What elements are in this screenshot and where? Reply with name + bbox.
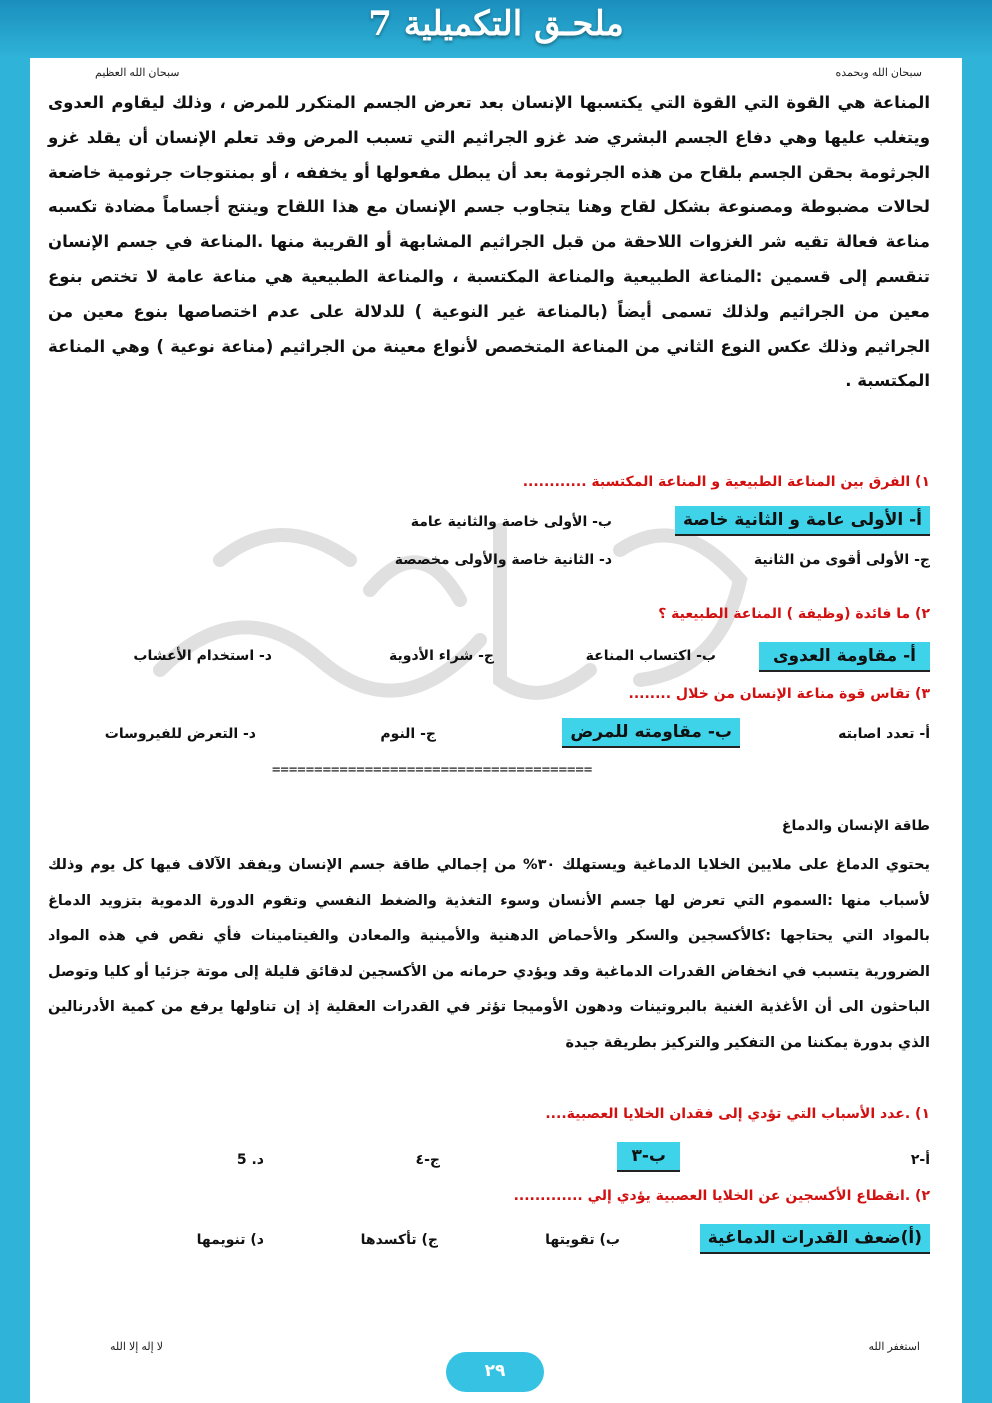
passage-brain: يحتوي الدماغ على ملايين الخلايا الدماغية ويستهلك ٣٠% من إجمالي طاقة جسم الإنسان ويفقد الآلاف فيها كل يوم وذلك لأسباب منها :السموم التي تعرض لها جسم الأنسان وسوء التغذية والضغط النفسي وتقوم الدورة الدموية بتزويد الدماغ بالمواد التي يحتاجها :كالأكسجين والسكر والأحماض الدهنية والأمينية والمعادن والفيتامينات فأي نقص في هذه المواد الضرورية يتسبب في انخفاض القدرات الدماغية وقد ويؤدي حرمانه من الأكسجين لدقائق قليلة إلى موتة جزئيا أو كليا وتوصل الباحثون الى أن الأغذية الغنية بالبروتينات ودهون الأوميجا تؤثر في القدرات العقلية إذ إن تناولها يرفع من كمية الأدرنالين الذي بدورة يمكننا من التفكير والتركيز بطريقة جيدة — [48, 857, 930, 1051]
bq2-option-b[interactable]: ب) تقويتها — [545, 1232, 620, 1248]
q2-option-a[interactable] — [759, 646, 930, 666]
passage-immunity: المناعة هي القوة التي القوة التي يكتسبها الإنسان بعد تعرض الجسم المتكرر للمرض ، وذلك ليقاوم العدوى ويتغلب عليها وهي دفاع الجسم البشري ضد غزو الجراثيم التي تسبب المرض وقد تعلم الإنسان أن يقلد غزو الجرثومة بحقن الجسم بلقاح من هذه الجرثومة بعد أن يبطل مفعولها أو يخففه ، أو بمنتوجات جرثومية خاضعة لحالات مضبوطة ومصنوعة بشكل لقاح وهنا يتجاوب جسم الإنسان مع هذا اللقاح وينتج أجساماً مضادة تكسبه مناعة فعالة تقيه شر الغزوات اللاحقة من قبل الجراثيم المشابهة أو القريبة منها .المناعة في جسم الإنسان تنقسم إلى قسمين :المناعة الطبيعية والمناعة المكتسبة ، والمناعة الطبيعية هي مناعة عامة لا تختص بنوع معين من الجراثيم ولذلك تسمى أيضاً (بالمناعة غير النوعية ) للدلالة على عدم اختصاصها بنوع معين من الجراثيم وذلك عكس النوع الثاني من المناعة المتخصص لأنواع معينة من الجراثيم (مناعة نوعية ) وهي المناعة المكتسبة . — [48, 93, 930, 391]
q2-option-d[interactable]: د- استخدام الأعشاب — [133, 648, 272, 664]
section-divider: ====================================== — [272, 762, 593, 778]
q3-option-d[interactable]: د- التعرض للفيروسات — [104, 726, 256, 742]
bq1-option-a[interactable]: أ-٢ — [910, 1152, 930, 1168]
bq1-option-d[interactable]: د. 5 — [236, 1152, 264, 1168]
q1-option-a-label: أ- الأولى عامة و الثانية خاصة — [675, 506, 930, 536]
footer-right: استغفر الله — [868, 1341, 920, 1353]
q3-option-b[interactable] — [562, 722, 740, 742]
q1-option-d[interactable]: د- الثانية خاصة والأولى مخصصة — [394, 552, 612, 568]
brain-question-1: ١) .عدد الأسباب التي تؤدي إلى فقدان الخلايا العصبية.... — [545, 1106, 930, 1122]
page-title: ملحـق التكميلية 7 — [368, 4, 624, 44]
footer-left: لا إله إلا الله — [110, 1341, 164, 1353]
q3-option-a[interactable]: أ- تعدد اصابته — [838, 726, 930, 742]
bq2-option-d[interactable]: د) تنويمها — [196, 1232, 264, 1248]
q2-option-a-label: أ- مقاومة العدوى — [759, 642, 930, 672]
question-1: ١) الفرق بين المناعة الطبيعية و المناعة المكتسبة ............ — [522, 474, 930, 490]
q3-option-c[interactable]: ج- النوم — [380, 726, 436, 742]
q1-option-a[interactable] — [675, 510, 930, 530]
question-2: ٢) ما فائدة (وظيفة ) المناعة الطبيعية ؟ — [658, 606, 930, 622]
header-tag-right: سبحان الله وبحمده — [835, 67, 922, 79]
brain-question-2: ٢) .انقطاع الأكسجين عن الخلايا العصبية يؤدي إلي ............. — [513, 1188, 930, 1204]
question-3: ٣) تقاس قوة مناعة الإنسان من خلال ........ — [628, 686, 930, 702]
section-title-brain: طاقة الإنسان والدماغ — [781, 818, 930, 834]
q2-option-b[interactable]: ب- اكتساب المناعة — [585, 648, 716, 664]
bq1-option-c[interactable]: ج-٤ — [415, 1152, 440, 1168]
q1-option-b[interactable]: ب- الأولى خاصة والثانية عامة — [410, 514, 612, 530]
page-number: ٢٩ — [446, 1352, 544, 1392]
bq2-option-c[interactable]: ج) تأكسدها — [360, 1232, 438, 1248]
q3-option-b-label: ب- مقاومته للمرض — [562, 718, 740, 748]
q1-option-c[interactable]: ج- الأولى أقوى من الثانية — [753, 552, 930, 568]
bq1-option-b[interactable] — [617, 1146, 680, 1166]
bq2-option-a[interactable] — [700, 1228, 930, 1248]
bq1-option-b-label: ب-٣ — [617, 1142, 680, 1172]
header-tag-left: سبحان الله العظيم — [95, 67, 180, 79]
q2-option-c[interactable]: ج- شراء الأدوية — [389, 648, 494, 664]
bq2-option-a-label: (أ)ضعف القدرات الدماغية — [700, 1224, 930, 1254]
